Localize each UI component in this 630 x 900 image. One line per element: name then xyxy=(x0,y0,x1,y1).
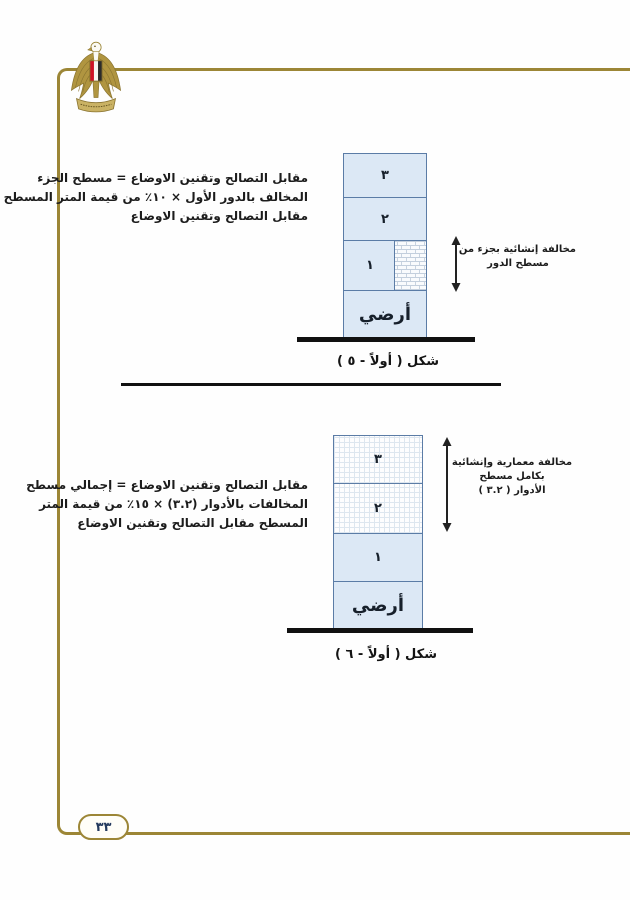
formula-1-line-2: المخالف بالدور الأول × ١٠٪ من قيمة المتر المسطح xyxy=(3,190,308,204)
annotation-2-line-3: الأدوار ( ٣.٢ ) xyxy=(478,485,546,496)
floor-label: ١ xyxy=(374,550,382,565)
page-number: ٣٣ xyxy=(95,819,112,835)
figure-caption-2: شكل ( أولاً - ٦ ) xyxy=(334,647,437,662)
floor-label: ٣ xyxy=(381,168,389,183)
formula-2-line-2: المخالفات بالأدوار (٣.٢) × ١٥٪ من قيمة المتر xyxy=(39,497,308,511)
building-diagram-1 xyxy=(343,153,427,339)
building-diagram-2 xyxy=(333,435,423,629)
formula-2-line-3: المسطح مقابل التصالح وتقنين الاوضاع xyxy=(77,516,308,530)
building1-floor-2 xyxy=(344,197,426,240)
annotation-2-line-2: بكامل مسطح xyxy=(479,471,545,482)
ground-line-1 xyxy=(297,337,475,342)
building2-floor-1 xyxy=(334,533,422,581)
formula-1-line-3: مقابل التصالح وتقنين الاوضاع xyxy=(130,209,308,223)
building2-floor-2 xyxy=(334,483,422,533)
egypt-eagle-emblem-icon xyxy=(64,34,128,116)
floor-label: ٢ xyxy=(374,501,382,516)
annotation-2 xyxy=(450,456,574,498)
building2-floor-3 xyxy=(334,436,422,483)
formula-1-line-1: مقابل التصالح وتقنين الاوضاع = مسطح الجزء xyxy=(37,171,308,185)
annotation-1-line-1: مخالفة إنشائية بجزء من xyxy=(458,244,576,255)
floor-label: ٣ xyxy=(374,452,382,467)
building1-floor-1 xyxy=(344,240,426,290)
ground-line-2 xyxy=(287,628,473,633)
figure-caption-1: شكل ( أولاً - ٥ ) xyxy=(336,354,439,369)
section-divider-line xyxy=(121,383,501,386)
building2-ground-floor xyxy=(334,581,422,628)
formula-2-line-1: مقابل التصالح وتقنين الاوضاع = إجمالي مسطح xyxy=(26,478,308,492)
annotation-1-line-2: مسطح الدور xyxy=(487,258,549,269)
ground-floor-label: أرضي xyxy=(351,594,405,616)
building1-ground-floor xyxy=(344,290,426,338)
building1-floor-3 xyxy=(344,154,426,197)
annotation-1 xyxy=(460,243,576,271)
page-number-badge xyxy=(78,814,129,840)
formula-text-2 xyxy=(26,476,308,533)
floor-label: ٢ xyxy=(381,211,389,227)
brick-violation-area xyxy=(394,241,426,290)
formula-text-1 xyxy=(3,169,308,226)
floor-label: ١ xyxy=(366,258,374,273)
annotation-2-line-1: مخالفة معمارية وإنشائية xyxy=(451,457,573,468)
ground-floor-label: أرضي xyxy=(358,304,412,325)
